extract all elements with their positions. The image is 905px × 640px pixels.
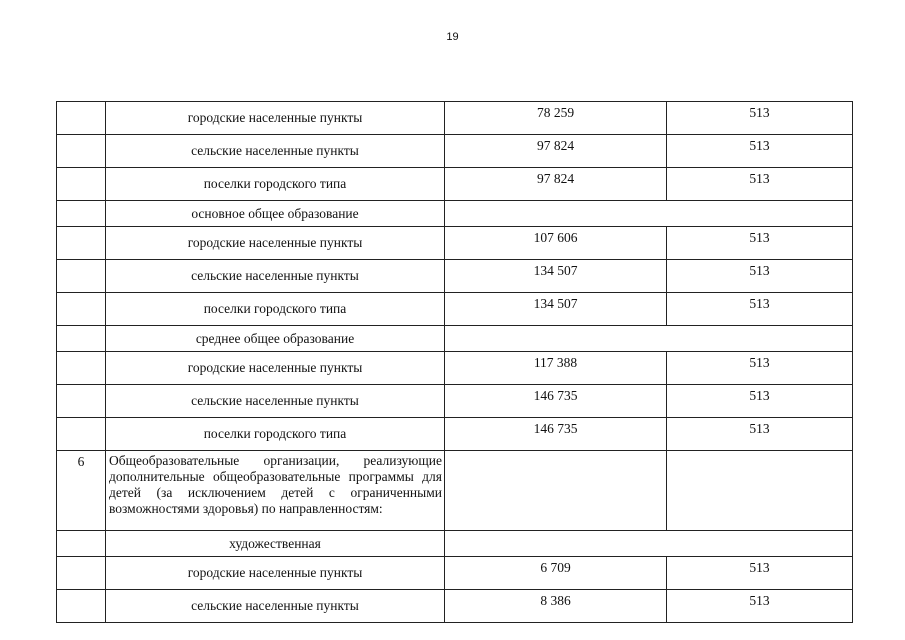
value-cell: 134 507 (445, 293, 667, 326)
rate-cell: 513 (667, 168, 853, 201)
value-cell: 78 259 (445, 102, 667, 135)
section-row (57, 326, 853, 352)
empty-merged-cell (445, 201, 853, 227)
table-row (57, 418, 853, 451)
value-cell: 97 824 (445, 135, 667, 168)
value-cell: 146 735 (445, 385, 667, 418)
row-label: сельские населенные пункты (106, 590, 445, 623)
rate-cell: 513 (667, 590, 853, 623)
value-cell: 8 386 (445, 590, 667, 623)
row-number-cell (57, 260, 106, 293)
rate-cell: 513 (667, 385, 853, 418)
rate-cell: 513 (667, 102, 853, 135)
value-cell (445, 451, 667, 531)
value-cell: 146 735 (445, 418, 667, 451)
row-number-cell (57, 326, 106, 352)
row-label: поселки городского типа (106, 293, 445, 326)
table-row (57, 352, 853, 385)
category-row (57, 451, 853, 531)
value-cell: 117 388 (445, 352, 667, 385)
table-row (57, 557, 853, 590)
rate-cell: 513 (667, 418, 853, 451)
table-row (57, 102, 853, 135)
row-number-cell (57, 168, 106, 201)
section-row (57, 201, 853, 227)
section-label: основное общее образование (106, 201, 445, 227)
value-cell: 134 507 (445, 260, 667, 293)
rate-cell: 513 (667, 227, 853, 260)
row-label: городские населенные пункты (106, 557, 445, 590)
value-cell: 97 824 (445, 168, 667, 201)
row-number-cell (57, 227, 106, 260)
row-number-cell (57, 557, 106, 590)
row-label: сельские населенные пункты (106, 260, 445, 293)
row-number-cell (57, 293, 106, 326)
value-cell: 6 709 (445, 557, 667, 590)
table-row (57, 260, 853, 293)
section-label: художественная (106, 531, 445, 557)
table-row (57, 168, 853, 201)
table-row (57, 385, 853, 418)
row-number-cell (57, 352, 106, 385)
row-label: городские населенные пункты (106, 102, 445, 135)
rate-cell: 513 (667, 352, 853, 385)
empty-merged-cell (445, 531, 853, 557)
row-label: городские населенные пункты (106, 227, 445, 260)
rate-cell (667, 451, 853, 531)
rate-cell: 513 (667, 557, 853, 590)
row-number-cell: 6 (57, 451, 106, 531)
section-label: среднее общее образование (106, 326, 445, 352)
rate-cell: 513 (667, 135, 853, 168)
value-cell: 107 606 (445, 227, 667, 260)
document-table (56, 101, 853, 623)
row-number-cell (57, 201, 106, 227)
row-label: поселки городского типа (106, 418, 445, 451)
row-number-cell (57, 102, 106, 135)
empty-merged-cell (445, 326, 853, 352)
page-number: 19 (446, 31, 459, 43)
rate-cell: 513 (667, 260, 853, 293)
table-row (57, 293, 853, 326)
table-row (57, 227, 853, 260)
table-row (57, 590, 853, 623)
row-label: сельские населенные пункты (106, 385, 445, 418)
row-label: поселки городского типа (106, 168, 445, 201)
row-number-cell (57, 531, 106, 557)
row-number-cell (57, 590, 106, 623)
row-label: городские населенные пункты (106, 352, 445, 385)
row-number-cell (57, 385, 106, 418)
category-description: Общеобразовательные организации, реализующие дополнительные общеобразовательные программы для детей (за исключением детей с ограниченными возможностями здоровья) по направленностям: (106, 451, 445, 531)
table-row (57, 135, 853, 168)
rate-cell: 513 (667, 293, 853, 326)
row-number-cell (57, 418, 106, 451)
row-number-cell (57, 135, 106, 168)
section-row (57, 531, 853, 557)
row-label: сельские населенные пункты (106, 135, 445, 168)
